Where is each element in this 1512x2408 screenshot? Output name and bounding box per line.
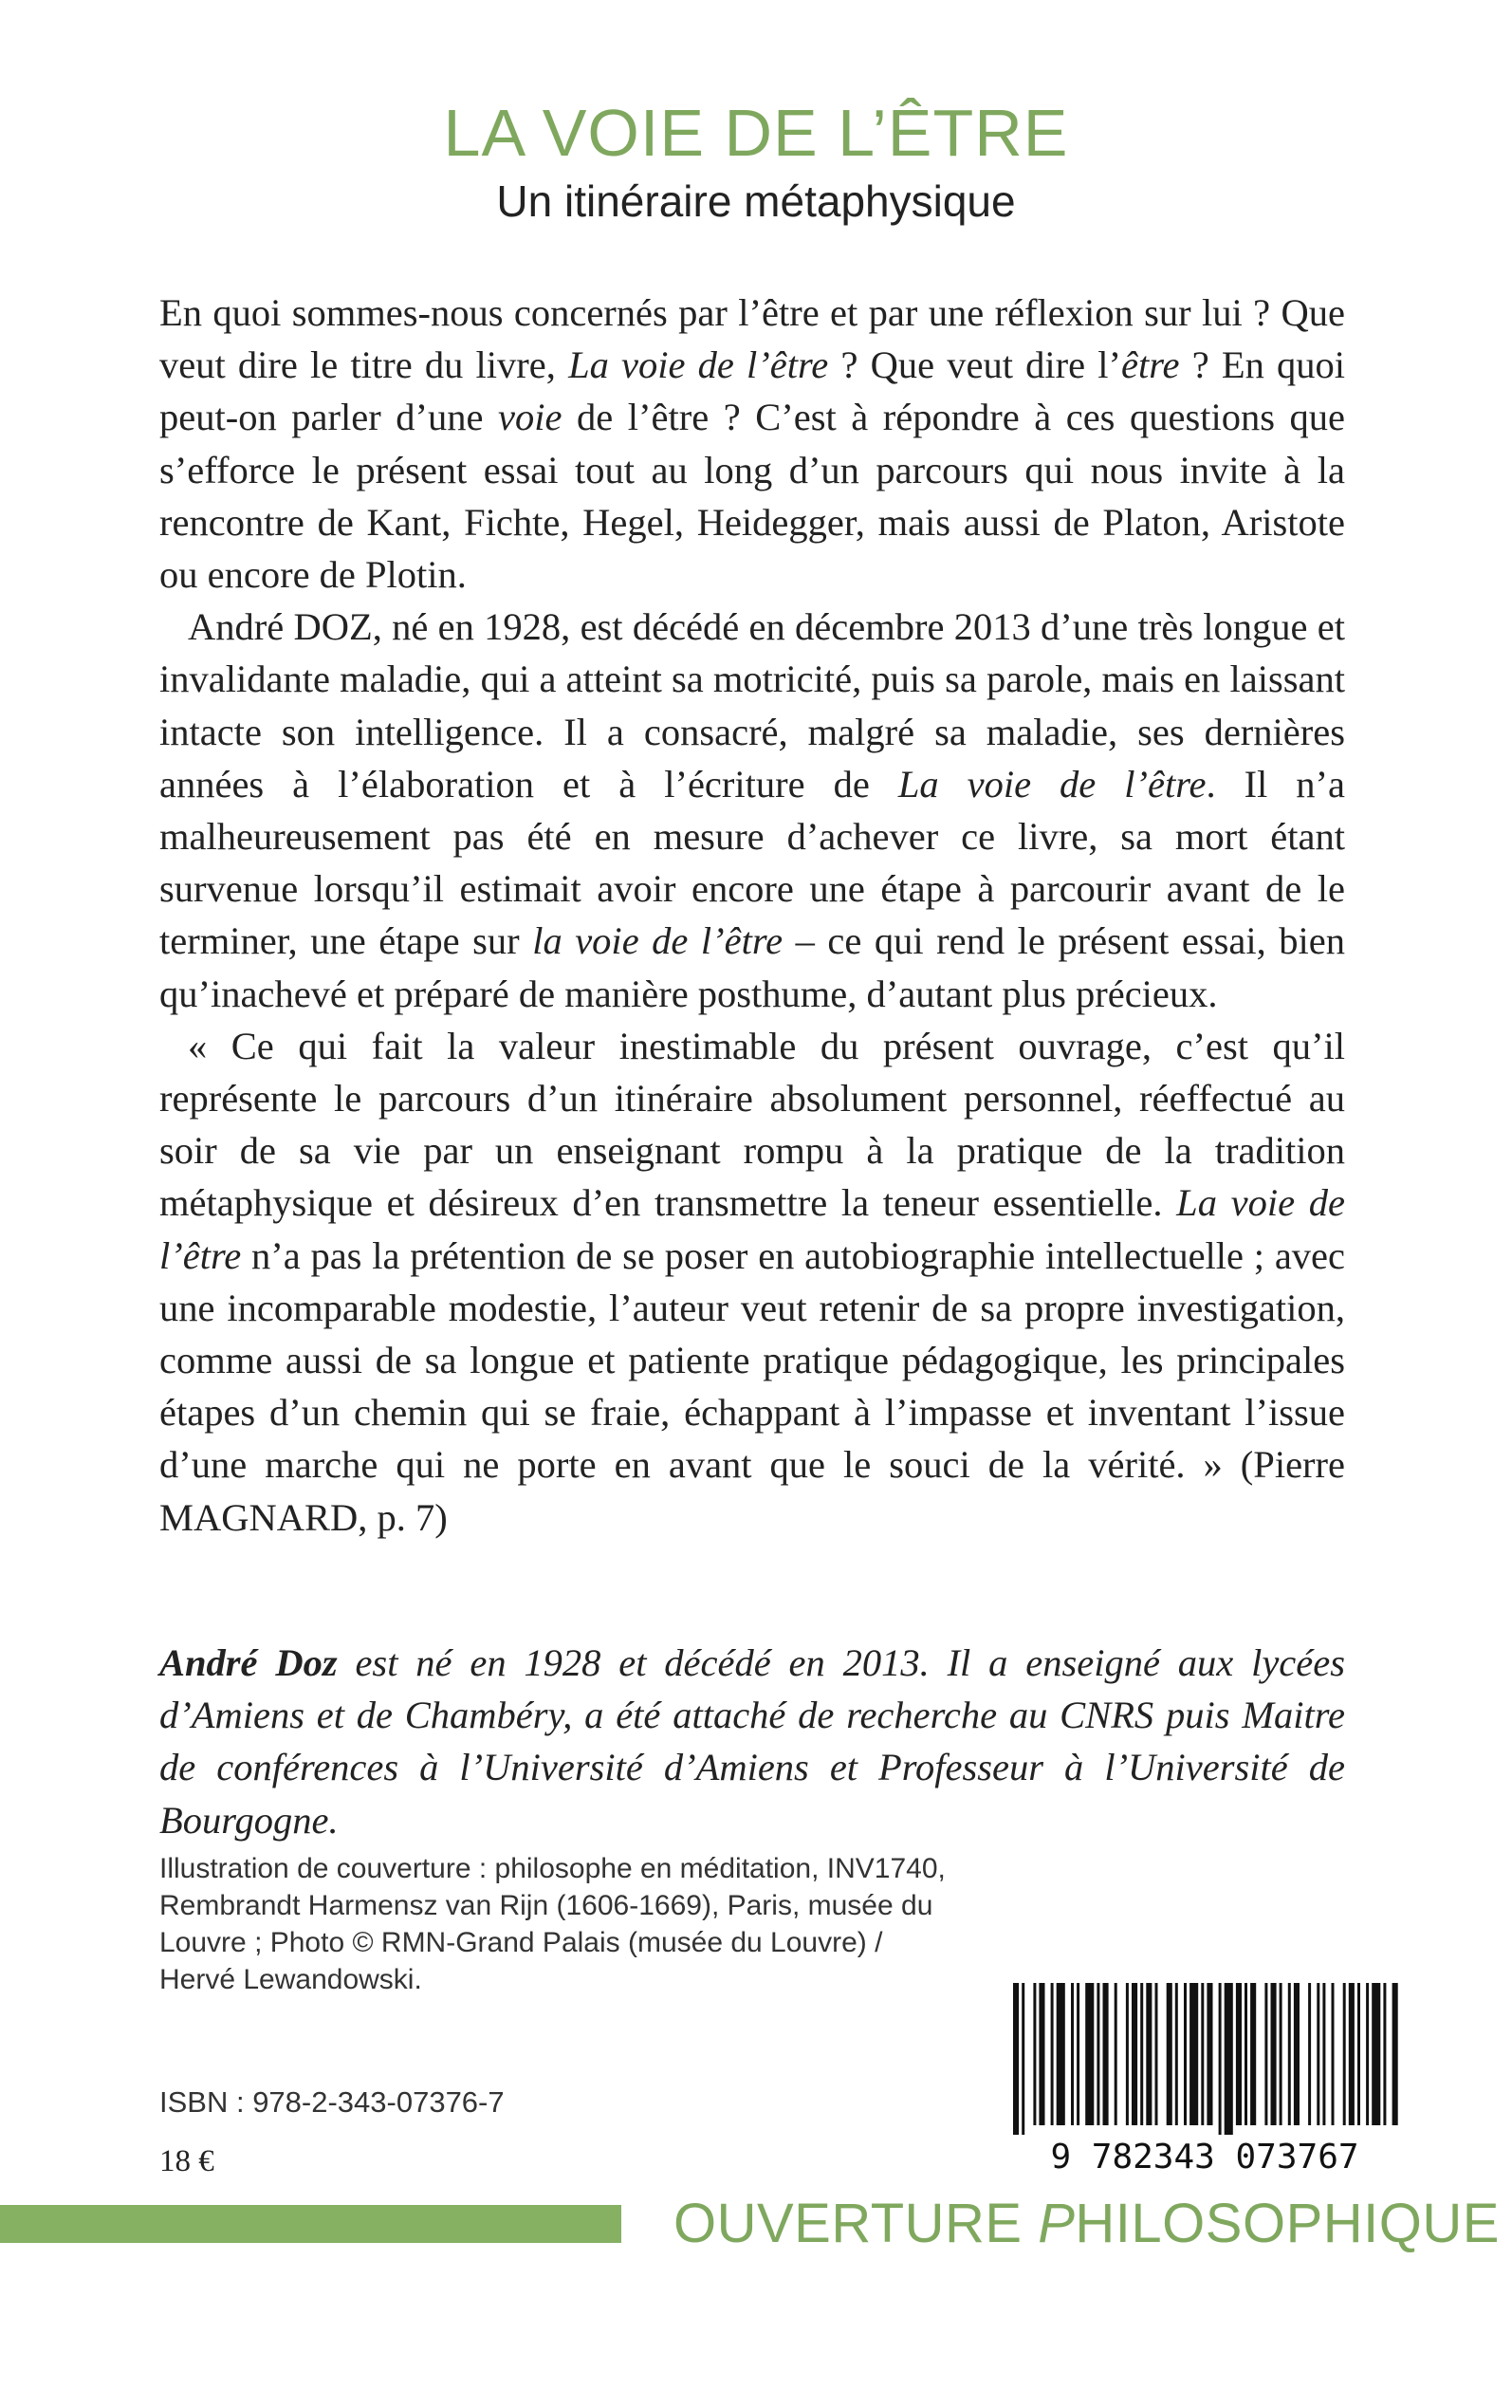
barcode-bar xyxy=(1349,1983,1355,2125)
barcode-bar xyxy=(1201,1983,1204,2125)
barcode-digits: 9 782343 073767 xyxy=(1050,2138,1359,2176)
barcode-bar xyxy=(1280,1983,1282,2125)
author-name: André Doz xyxy=(159,1641,338,1684)
barcode-bar xyxy=(1343,1983,1346,2125)
barcode-bar xyxy=(1288,1983,1291,2125)
isbn: ISBN : 978-2-343-07376-7 xyxy=(159,2085,505,2119)
collection-accent-bar xyxy=(0,2205,621,2243)
barcode-bar xyxy=(1332,1983,1335,2125)
barcode-bar xyxy=(1184,1983,1187,2125)
barcode-bar xyxy=(1236,1983,1242,2125)
barcode-bar xyxy=(1225,1983,1233,2135)
barcode-bar xyxy=(1077,1983,1079,2125)
barcode-bar xyxy=(1189,1983,1198,2125)
barcode-bar xyxy=(1097,1983,1099,2125)
price: 18 € xyxy=(159,2144,214,2178)
book-title: LA VOIE DE L’ÊTRE xyxy=(443,96,1069,170)
barcode-bar xyxy=(1250,1983,1256,2125)
author-bio: André Doz est né en 1928 et décédé en 2013. Il a enseigné aux lycées d’Amiens et de Chambéry, a été attaché de recherche au CNRS puis Maitre de conférences à l’Université d’Amiens et Professeur à l’Université de Bourgogne. xyxy=(159,1641,1345,1842)
book-subtitle: Un itinéraire métaphysique xyxy=(496,176,1016,226)
barcode-bar xyxy=(1013,1983,1019,2135)
barcode-bar xyxy=(1033,1983,1036,2125)
barcode xyxy=(996,1975,1413,2179)
barcode-bar xyxy=(1115,1983,1117,2125)
barcode-bar xyxy=(1207,1983,1212,2125)
barcode-bar xyxy=(1372,1983,1380,2125)
barcode-bar xyxy=(1357,1983,1360,2125)
barcode-bar xyxy=(1126,1983,1129,2125)
blurb-paragraph: André DOZ, né en 1928, est décédé en décembre 2013 d’une très longue et invalidante maladie, qui a atteint sa motricité, puis sa parole, mais en laissant intacte son intelligence. Il a consacré, malgré sa maladie, ses dernières années à l’élaboration et à l’écriture de La voie de l’être. Il n’a malheureusement pas été en mesure d’achever ce livre, sa mort étant survenue lorsqu’il estimait avoir encore une étape à parcourir avant de le terminer, une étape sur la voie de l’être – ce qui rend le présent essai, bien qu’inachevé et préparé de manière posthume, d’autant plus précieux. xyxy=(159,605,1346,1015)
barcode-bar xyxy=(1392,1983,1398,2125)
barcode-bar xyxy=(1264,1983,1267,2125)
blurb-quote: « Ce qui fait la valeur inestimable du présent ouvrage, c’est qu’il représente le parcours d’un itinéraire absolument personnel, réeffectué au soir de sa vie par un enseignant rompu à la pratique de la tradition métaphysique et désireux d’en transmettre la teneur essentielle. La voie de l’être n’a pas la prétention de se poser en autobiographie intellectuelle ; avec une incomparable modestie, l’auteur veut retenir de sa propre investigation, comme aussi de sa longue et patiente pratique pédagogique, les principales étapes d’un chemin qui se fraie, échappant à l’impasse et inventant l’issue d’une marche qui ne porte en avant que le souci de la vérité. » (Pierre MAGNARD, p. 7) xyxy=(159,1024,1345,1539)
barcode-bar xyxy=(1057,1983,1065,2125)
barcode-bar xyxy=(1103,1983,1109,2125)
barcode-bar xyxy=(1071,1983,1074,2125)
barcode-bar xyxy=(1308,1983,1311,2125)
barcode-bar xyxy=(1294,1983,1300,2125)
barcode-bar xyxy=(1219,1983,1222,2135)
barcode-bar xyxy=(1051,1983,1054,2125)
barcode-bar xyxy=(1383,1983,1386,2125)
barcode-bar xyxy=(1322,1983,1325,2125)
back-cover-blurb xyxy=(159,287,1345,1544)
barcode-graphic xyxy=(996,1975,1413,2179)
barcode-bar xyxy=(1175,1983,1178,2125)
barcode-bar xyxy=(1132,1983,1137,2125)
barcode-bar xyxy=(1140,1983,1143,2125)
barcode-bar xyxy=(1022,1983,1024,2135)
barcode-bar xyxy=(1085,1983,1094,2125)
collection-name: OUVERTURE PHILOSOPHIQUE xyxy=(673,2193,1500,2254)
barcode-bar xyxy=(1366,1983,1369,2125)
barcode-bar xyxy=(1271,1983,1277,2125)
barcode-bar xyxy=(1155,1983,1158,2125)
barcode-bar xyxy=(1146,1983,1152,2125)
barcode-bar xyxy=(1039,1983,1044,2125)
barcode-bar xyxy=(1167,1983,1172,2125)
barcode-bar xyxy=(1245,1983,1247,2125)
blurb-paragraph: En quoi sommes-nous concernés par l’être et par une réflexion sur lui ? Que veut dire le titre du livre, La voie de l’être ? Que veut dire l’être ? En quoi peut-on parler d’une voie de l’être ? C’est à répondre à ces questions que s’efforce le présent essai tout au long d’un parcours qui nous invite à la rencontre de Kant, Fichte, Hegel, Heidegger, mais aussi de Platon, Aristote ou encore de Plotin. xyxy=(159,291,1346,597)
barcode-bar xyxy=(1317,1983,1319,2125)
cover-credits: Illustration de couverture : philosophe en méditation, INV1740, Rembrandt Harmensz van Rijn (1606-1669), Paris, musée du Louvre ; Photo © RMN-Grand Palais (musée du Louvre) / Hervé Lewandowski. xyxy=(159,1853,946,1995)
